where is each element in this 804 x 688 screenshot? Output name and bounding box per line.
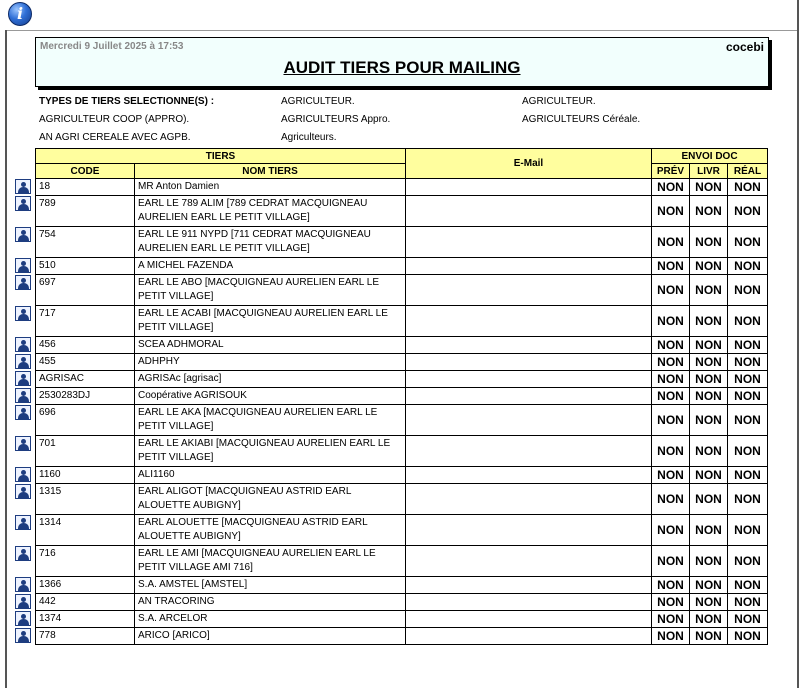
cell-code: 1314	[36, 515, 135, 546]
user-icon[interactable]	[15, 515, 31, 530]
cell-code: 442	[36, 594, 135, 611]
cell-email	[406, 258, 652, 275]
table-row	[36, 306, 768, 337]
group-header-envoi-doc: ENVOI DOC	[652, 149, 768, 164]
cell-nom-tiers: EARL LE AKIABI [MACQUIGNEAU AURELIEN EARL LE PETIT VILLAGE]	[135, 436, 406, 467]
cell-code: 456	[36, 337, 135, 354]
cell-livr: NON	[690, 275, 728, 306]
cell-prev: NON	[652, 258, 690, 275]
table-row	[36, 577, 768, 594]
cell-email	[406, 405, 652, 436]
cell-nom-tiers: EARL LE 789 ALIM [789 CEDRAT MACQUIGNEAU AURELIEN EARL LE PETIT VILLAGE]	[135, 196, 406, 227]
user-icon[interactable]	[15, 258, 31, 273]
cell-real: NON	[728, 577, 768, 594]
cell-code: 455	[36, 354, 135, 371]
cell-email	[406, 467, 652, 484]
cell-code: 18	[36, 179, 135, 196]
user-icon[interactable]	[15, 388, 31, 403]
cell-prev: NON	[652, 611, 690, 628]
user-icon[interactable]	[15, 546, 31, 561]
cell-code: 1374	[36, 611, 135, 628]
cell-nom-tiers: ARICO [ARICO]	[135, 628, 406, 645]
table-row	[36, 405, 768, 436]
report-header	[35, 37, 769, 87]
tier-type: AGRICULTEUR.	[522, 96, 596, 107]
user-icon[interactable]	[15, 196, 31, 211]
cell-real: NON	[728, 337, 768, 354]
cell-nom-tiers: Coopérative AGRISOUK	[135, 388, 406, 405]
cell-real: NON	[728, 371, 768, 388]
cell-prev: NON	[652, 515, 690, 546]
cell-prev: NON	[652, 196, 690, 227]
cell-email	[406, 227, 652, 258]
cell-prev: NON	[652, 467, 690, 484]
cell-livr: NON	[690, 306, 728, 337]
cell-prev: NON	[652, 179, 690, 196]
cell-nom-tiers: A MICHEL FAZENDA	[135, 258, 406, 275]
tier-type: AGRICULTEURS Céréale.	[522, 114, 641, 125]
cell-code: 717	[36, 306, 135, 337]
tier-type: Agriculteurs.	[281, 132, 337, 143]
table-row	[36, 515, 768, 546]
cell-livr: NON	[690, 515, 728, 546]
cell-livr: NON	[690, 467, 728, 484]
cell-prev: NON	[652, 594, 690, 611]
cell-prev: NON	[652, 354, 690, 371]
user-icon[interactable]	[15, 179, 31, 194]
cell-email	[406, 179, 652, 196]
table-row	[36, 179, 768, 196]
table-row	[36, 371, 768, 388]
cell-livr: NON	[690, 484, 728, 515]
cell-prev: NON	[652, 275, 690, 306]
cell-code: 789	[36, 196, 135, 227]
cell-prev: NON	[652, 484, 690, 515]
cell-real: NON	[728, 611, 768, 628]
cell-livr: NON	[690, 611, 728, 628]
column-header-email: E-Mail	[406, 149, 652, 179]
column-header-nom: NOM TIERS	[135, 164, 406, 179]
column-header-livr: LIVR	[690, 164, 728, 179]
cell-livr: NON	[690, 405, 728, 436]
cell-email	[406, 388, 652, 405]
user-icon[interactable]	[15, 354, 31, 369]
user-icon[interactable]	[15, 628, 31, 643]
cell-real: NON	[728, 258, 768, 275]
user-icon[interactable]	[15, 484, 31, 499]
user-icon[interactable]	[15, 306, 31, 321]
user-icon[interactable]	[15, 436, 31, 451]
cell-email	[406, 337, 652, 354]
table-row	[36, 628, 768, 645]
cell-code: AGRISAC	[36, 371, 135, 388]
cell-prev: NON	[652, 577, 690, 594]
user-icon[interactable]	[15, 467, 31, 482]
table-row	[36, 196, 768, 227]
cell-nom-tiers: S.A. ARCELOR	[135, 611, 406, 628]
table-row	[36, 484, 768, 515]
cell-prev: NON	[652, 628, 690, 645]
cell-livr: NON	[690, 196, 728, 227]
cell-code: 701	[36, 436, 135, 467]
cell-real: NON	[728, 306, 768, 337]
cell-email	[406, 611, 652, 628]
cell-nom-tiers: MR Anton Damien	[135, 179, 406, 196]
cell-prev: NON	[652, 227, 690, 258]
user-icon[interactable]	[15, 577, 31, 592]
cell-nom-tiers: EARL LE AMI [MACQUIGNEAU AURELIEN EARL LE PETIT VILLAGE AMI 716]	[135, 546, 406, 577]
cell-real: NON	[728, 515, 768, 546]
cell-prev: NON	[652, 546, 690, 577]
user-icon[interactable]	[15, 337, 31, 352]
tier-type: AN AGRI CEREALE AVEC AGPB.	[39, 132, 191, 143]
cell-livr: NON	[690, 371, 728, 388]
user-icon[interactable]	[15, 594, 31, 609]
cell-email	[406, 196, 652, 227]
cell-prev: NON	[652, 306, 690, 337]
table-row	[36, 354, 768, 371]
page-top-border	[5, 30, 797, 31]
tier-types-label: TYPES DE TIERS SELECTIONNE(S) :	[39, 96, 215, 107]
user-icon[interactable]	[15, 405, 31, 420]
cell-real: NON	[728, 484, 768, 515]
cell-email	[406, 354, 652, 371]
page-right-border	[797, 0, 799, 688]
cell-livr: NON	[690, 354, 728, 371]
cell-livr: NON	[690, 227, 728, 258]
cell-nom-tiers: EARL LE 911 NYPD [711 CEDRAT MACQUIGNEAU AURELIEN EARL LE PETIT VILLAGE]	[135, 227, 406, 258]
cell-email	[406, 594, 652, 611]
cell-nom-tiers: EARL LE ABO [MACQUIGNEAU AURELIEN EARL LE PETIT VILLAGE]	[135, 275, 406, 306]
cell-code: 2530283DJ	[36, 388, 135, 405]
cell-email	[406, 515, 652, 546]
cell-real: NON	[728, 467, 768, 484]
cell-prev: NON	[652, 337, 690, 354]
cell-livr: NON	[690, 388, 728, 405]
cell-real: NON	[728, 594, 768, 611]
cell-nom-tiers: EARL ALOUETTE [MACQUIGNEAU ASTRID EARL ALOUETTE AUBIGNY]	[135, 515, 406, 546]
cell-code: 1315	[36, 484, 135, 515]
cell-email	[406, 628, 652, 645]
cell-code: 716	[36, 546, 135, 577]
column-header-real: RÉAL	[728, 164, 768, 179]
company-name: cocebi	[725, 40, 764, 54]
cell-nom-tiers: ALI1160	[135, 467, 406, 484]
table-row	[36, 337, 768, 354]
cell-nom-tiers: SCEA ADHMORAL	[135, 337, 406, 354]
tier-type: AGRICULTEUR COOP (APPRO).	[39, 114, 190, 125]
table-row	[36, 258, 768, 275]
group-header-tiers: TIERS	[36, 149, 406, 164]
table-row	[36, 467, 768, 484]
cell-nom-tiers: ADHPHY	[135, 354, 406, 371]
cell-real: NON	[728, 275, 768, 306]
table-row	[36, 546, 768, 577]
user-icon[interactable]	[15, 371, 31, 386]
cell-real: NON	[728, 546, 768, 577]
cell-nom-tiers: S.A. AMSTEL [AMSTEL]	[135, 577, 406, 594]
cell-real: NON	[728, 179, 768, 196]
table-row	[36, 227, 768, 258]
cell-prev: NON	[652, 371, 690, 388]
cell-code: 1160	[36, 467, 135, 484]
column-header-prev: PRÉV	[652, 164, 690, 179]
cell-real: NON	[728, 388, 768, 405]
cell-email	[406, 577, 652, 594]
cell-code: 697	[36, 275, 135, 306]
table-row	[36, 388, 768, 405]
cell-email	[406, 546, 652, 577]
cell-real: NON	[728, 354, 768, 371]
cell-real: NON	[728, 628, 768, 645]
cell-nom-tiers: EARL LE ACABI [MACQUIGNEAU AURELIEN EARL LE PETIT VILLAGE]	[135, 306, 406, 337]
cell-code: 754	[36, 227, 135, 258]
cell-real: NON	[728, 196, 768, 227]
cell-email	[406, 371, 652, 388]
cell-livr: NON	[690, 258, 728, 275]
table-row	[36, 594, 768, 611]
cell-code: 1366	[36, 577, 135, 594]
user-icon[interactable]	[15, 611, 31, 626]
cell-livr: NON	[690, 628, 728, 645]
table-row	[36, 275, 768, 306]
user-icon[interactable]	[15, 227, 31, 242]
cell-nom-tiers: EARL LE AKA [MACQUIGNEAU AURELIEN EARL LE PETIT VILLAGE]	[135, 405, 406, 436]
cell-nom-tiers: AGRISAc [agrisac]	[135, 371, 406, 388]
cell-prev: NON	[652, 388, 690, 405]
cell-email	[406, 306, 652, 337]
cell-livr: NON	[690, 436, 728, 467]
column-header-code: CODE	[36, 164, 135, 179]
page-left-border	[5, 30, 7, 688]
tiers-table	[35, 148, 768, 645]
tier-type: AGRICULTEUR.	[281, 96, 355, 107]
cell-email	[406, 436, 652, 467]
table-row	[36, 611, 768, 628]
cell-livr: NON	[690, 577, 728, 594]
cell-code: 778	[36, 628, 135, 645]
tier-type: AGRICULTEURS Appro.	[281, 114, 391, 125]
report-date: Mercredi 9 Juillet 2025 à 17:53	[40, 41, 184, 52]
cell-prev: NON	[652, 405, 690, 436]
cell-livr: NON	[690, 337, 728, 354]
info-icon[interactable]: i	[8, 2, 32, 26]
table-row	[36, 436, 768, 467]
cell-livr: NON	[690, 546, 728, 577]
cell-nom-tiers: AN TRACORING	[135, 594, 406, 611]
cell-code: 696	[36, 405, 135, 436]
cell-real: NON	[728, 405, 768, 436]
cell-prev: NON	[652, 436, 690, 467]
cell-code: 510	[36, 258, 135, 275]
cell-livr: NON	[690, 179, 728, 196]
cell-email	[406, 484, 652, 515]
cell-email	[406, 275, 652, 306]
cell-livr: NON	[690, 594, 728, 611]
user-icon[interactable]	[15, 275, 31, 290]
cell-nom-tiers: EARL ALIGOT [MACQUIGNEAU ASTRID EARL ALOUETTE AUBIGNY]	[135, 484, 406, 515]
cell-real: NON	[728, 436, 768, 467]
report-title: AUDIT TIERS POUR MAILING	[283, 58, 521, 77]
cell-real: NON	[728, 227, 768, 258]
